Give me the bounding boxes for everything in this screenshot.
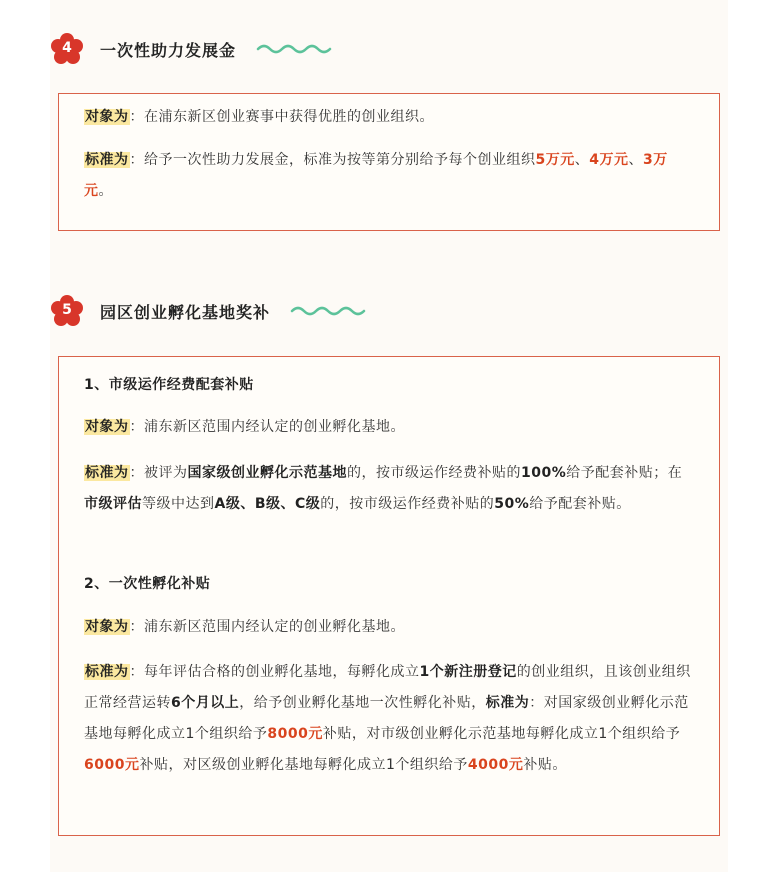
section-4-header xyxy=(50,32,450,72)
standard-text: 给予配套补贴。 xyxy=(529,496,631,512)
bold-text: 100% xyxy=(521,465,567,481)
object-text: ：在浦东新区创业赛事中获得优胜的创业组织。 xyxy=(129,109,434,125)
section-5-header xyxy=(50,294,450,334)
standard-paragraph xyxy=(84,657,696,781)
amount: 4000元 xyxy=(467,757,524,773)
section-number: 4 xyxy=(62,40,72,56)
standard-text: 的，按市级运作经费补贴的 xyxy=(347,465,521,481)
subsection-heading: 1、市级运作经费配套补贴 xyxy=(84,377,254,393)
object-text: ：浦东新区范围内经认定的创业孵化基地。 xyxy=(129,619,405,635)
section-title: 一次性助力发展金 xyxy=(100,41,237,60)
section-5-content-box xyxy=(58,356,720,836)
standard-label: 标准为 xyxy=(85,152,129,168)
standard-text: 的创业组织，且该创业组织正常经营运转 xyxy=(84,664,691,711)
standard-text: 补贴。 xyxy=(523,757,567,773)
object-paragraph xyxy=(84,612,696,643)
section-number: 5 xyxy=(62,302,72,318)
wave-decoration-icon xyxy=(256,42,332,56)
bold-text: 市级评估 xyxy=(84,496,142,512)
flower-badge-icon xyxy=(50,294,84,328)
flower-badge-icon xyxy=(50,32,84,66)
standard-text: 等级中达到 xyxy=(142,496,215,512)
standard-text: ：对国家级创业孵化示范基地每孵化成立1个组织给予 xyxy=(84,695,689,742)
bold-text: 1个新注册登记 xyxy=(419,664,517,680)
separator: 、 xyxy=(574,152,590,168)
amount: 6000元 xyxy=(84,757,140,773)
object-text: ：浦东新区范围内经认定的创业孵化基地。 xyxy=(129,419,405,435)
object-label: 对象为 xyxy=(85,419,129,435)
object-label: 对象为 xyxy=(85,109,129,125)
standard-text: ：给予一次性助力发展金，标准为按等第分别给予每个创业组织 xyxy=(129,152,536,168)
standard-text: ，给予创业孵化基地一次性孵化补贴， xyxy=(239,695,486,711)
wave-decoration-icon xyxy=(290,304,366,318)
amount-2: 4万元 xyxy=(589,152,629,168)
standard-text: 补贴，对区级创业孵化基地每孵化成立1个组织给予 xyxy=(139,757,468,773)
bold-text: A级、B级、C级 xyxy=(214,496,321,512)
standard-text: 给予配套补贴；在 xyxy=(566,465,683,481)
bold-text: 6个月以上 xyxy=(171,695,240,711)
object-label: 对象为 xyxy=(85,619,129,635)
subsection-heading: 2、一次性孵化补贴 xyxy=(84,576,211,592)
section-4-content-box xyxy=(58,93,720,231)
standard-label: 标准为 xyxy=(85,664,129,680)
standard-text: ：被评为 xyxy=(129,465,188,481)
bold-text: 国家级创业孵化示范基地 xyxy=(187,465,347,481)
standard-text: 补贴，对市级创业孵化示范基地每孵化成立1个组织给予 xyxy=(322,726,681,742)
section-title: 园区创业孵化基地奖补 xyxy=(100,303,271,322)
period: 。 xyxy=(98,183,113,199)
object-paragraph xyxy=(84,412,696,443)
standard-paragraph xyxy=(84,145,696,207)
bold-text: 50% xyxy=(494,496,530,512)
amount-1: 5万元 xyxy=(535,152,575,168)
amount: 8000元 xyxy=(267,726,323,742)
object-paragraph xyxy=(84,102,696,133)
standard-text: 的，按市级运作经费补贴的 xyxy=(320,496,495,512)
bold-text: 标准为 xyxy=(485,695,530,711)
standard-paragraph xyxy=(84,458,696,520)
amount-3: 3万元 xyxy=(84,152,668,199)
standard-label: 标准为 xyxy=(85,465,129,481)
separator: 、 xyxy=(628,152,643,168)
standard-text: ：每年评估合格的创业孵化基地，每孵化成立 xyxy=(129,664,420,680)
